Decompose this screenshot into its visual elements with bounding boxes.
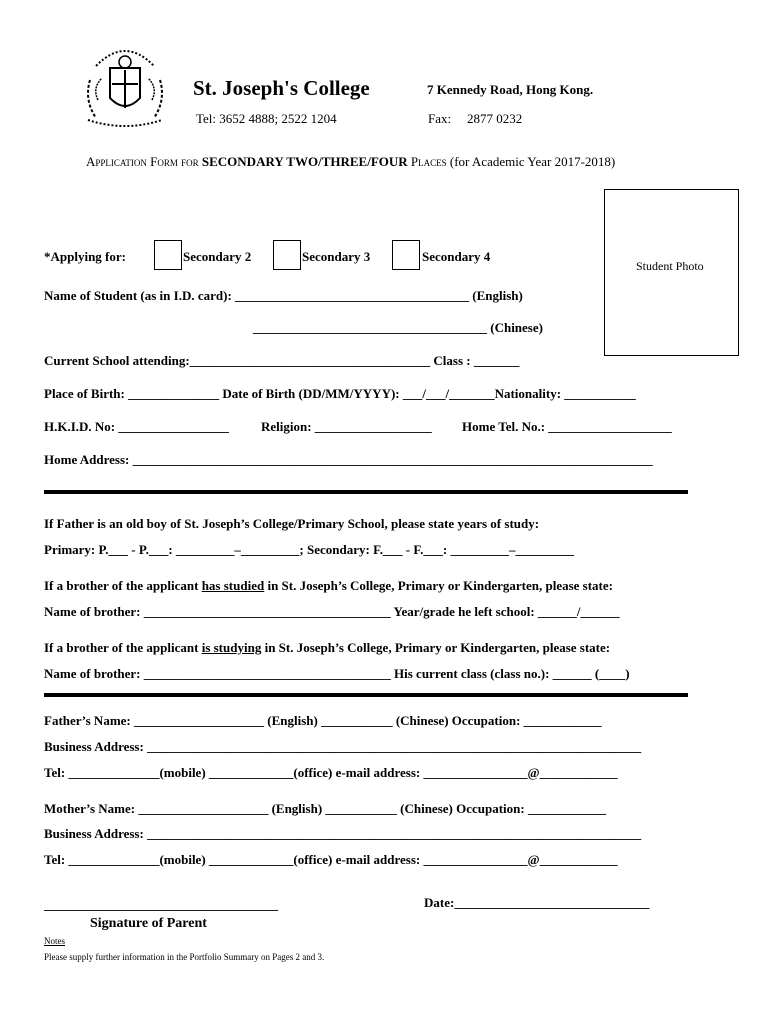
home-tel-field[interactable]: Home Tel. No.: ___________________	[462, 419, 672, 434]
brother-studied-question	[44, 578, 613, 594]
parent-signature-label: Signature of Parent	[90, 916, 207, 931]
section-divider-1	[44, 490, 688, 494]
checkbox-secondary-3[interactable]	[273, 240, 301, 270]
notes-title: Notes	[44, 936, 65, 946]
brother-studied-q-emph: has studied	[201, 578, 265, 593]
student-name-chinese-field[interactable]: ____________________________________ (Chinese)	[253, 320, 543, 335]
option-secondary-3: Secondary 3	[302, 249, 371, 264]
college-fax-label: Fax:	[428, 111, 452, 126]
option-secondary-2: Secondary 2	[183, 249, 252, 264]
option-secondary-4: Secondary 4	[422, 249, 491, 264]
current-school-field[interactable]: Current School attending:_____________________________________ Class : _______	[44, 353, 520, 368]
brother-studied-q-end: in St. Joseph’s College, Primary or Kindergarten, please state:	[264, 578, 613, 593]
applying-for-label: *Applying for:	[44, 249, 126, 264]
college-name: St. Joseph's College	[193, 76, 370, 100]
college-tel: Tel: 3652 4888; 2522 1204	[196, 111, 337, 126]
form-title-levels: SECONDARY TWO/THREE/FOUR	[201, 154, 408, 169]
form-title-year: (for Academic Year 2017-2018)	[446, 154, 616, 169]
home-address-field[interactable]: Home Address: ________________________________________________________________________________	[44, 452, 653, 467]
hkid-field[interactable]: H.K.I.D. No: _________________	[44, 419, 229, 434]
student-photo-label: Student Photo	[636, 259, 704, 273]
brother-studying-name-field[interactable]: Name of brother: ______________________________________ His current class (class no.): ______ (____)	[44, 666, 630, 681]
father-oldboy-years-field[interactable]: Primary: P.___ - P.___: _________–_________; Secondary: F.___ - F.___: _________–_________	[44, 542, 574, 557]
brother-studied-name-field[interactable]: Name of brother: ______________________________________ Year/grade he left school: ______/______	[44, 604, 620, 619]
father-name-field[interactable]: Father’s Name: ____________________ (English) ___________ (Chinese) Occupation: ____________	[44, 713, 602, 728]
college-address: 7 Kennedy Road, Hong Kong.	[427, 82, 594, 97]
parent-signature-line[interactable]: ____________________________________	[44, 897, 278, 912]
college-fax-number: 2877 0232	[467, 111, 523, 126]
mother-business-address-field[interactable]: Business Address: ____________________________________________________________________________	[44, 826, 642, 841]
student-name-english-field[interactable]: Name of Student (as in I.D. card): ____________________________________ (English)	[44, 288, 523, 303]
brother-studied-q-start: If a brother of the applicant	[44, 578, 202, 593]
form-title-places: Places	[407, 154, 447, 169]
checkbox-secondary-4[interactable]	[392, 240, 420, 270]
form-title	[86, 154, 615, 170]
brother-studying-q-start: If a brother of the applicant	[44, 640, 202, 655]
mother-name-field[interactable]: Mother’s Name: ____________________ (English) ___________ (Chinese) Occupation: ____________	[44, 801, 606, 816]
religion-field[interactable]: Religion: __________________	[261, 419, 432, 434]
birth-details-field[interactable]: Place of Birth: ______________ Date of Birth (DD/MM/YYYY): ___/___/_______Nationality: ___________	[44, 386, 636, 401]
father-business-address-field[interactable]: Business Address: ____________________________________________________________________________	[44, 739, 642, 754]
brother-studying-question	[44, 640, 610, 656]
brother-studying-q-end: in St. Joseph’s College, Primary or Kindergarten, please state:	[261, 640, 611, 655]
section-divider-2	[44, 693, 688, 697]
date-field[interactable]: Date:______________________________	[424, 895, 650, 910]
college-crest-logo	[82, 40, 168, 128]
checkbox-secondary-2[interactable]	[154, 240, 182, 270]
brother-studying-q-emph: is studying	[201, 640, 262, 655]
mother-tel-field[interactable]: Tel: ______________(mobile) _____________(office) e-mail address: ________________@____________	[44, 852, 618, 867]
father-oldboy-question: If Father is an old boy of St. Joseph’s College/Primary School, please state years of study:	[44, 516, 540, 531]
father-tel-field[interactable]: Tel: ______________(mobile) _____________(office) e-mail address: ________________@____________	[44, 765, 618, 780]
form-title-prefix: Application Form for	[86, 154, 202, 169]
notes-text: Please supply further information in the Portfolio Summary on Pages 2 and 3.	[44, 952, 325, 962]
